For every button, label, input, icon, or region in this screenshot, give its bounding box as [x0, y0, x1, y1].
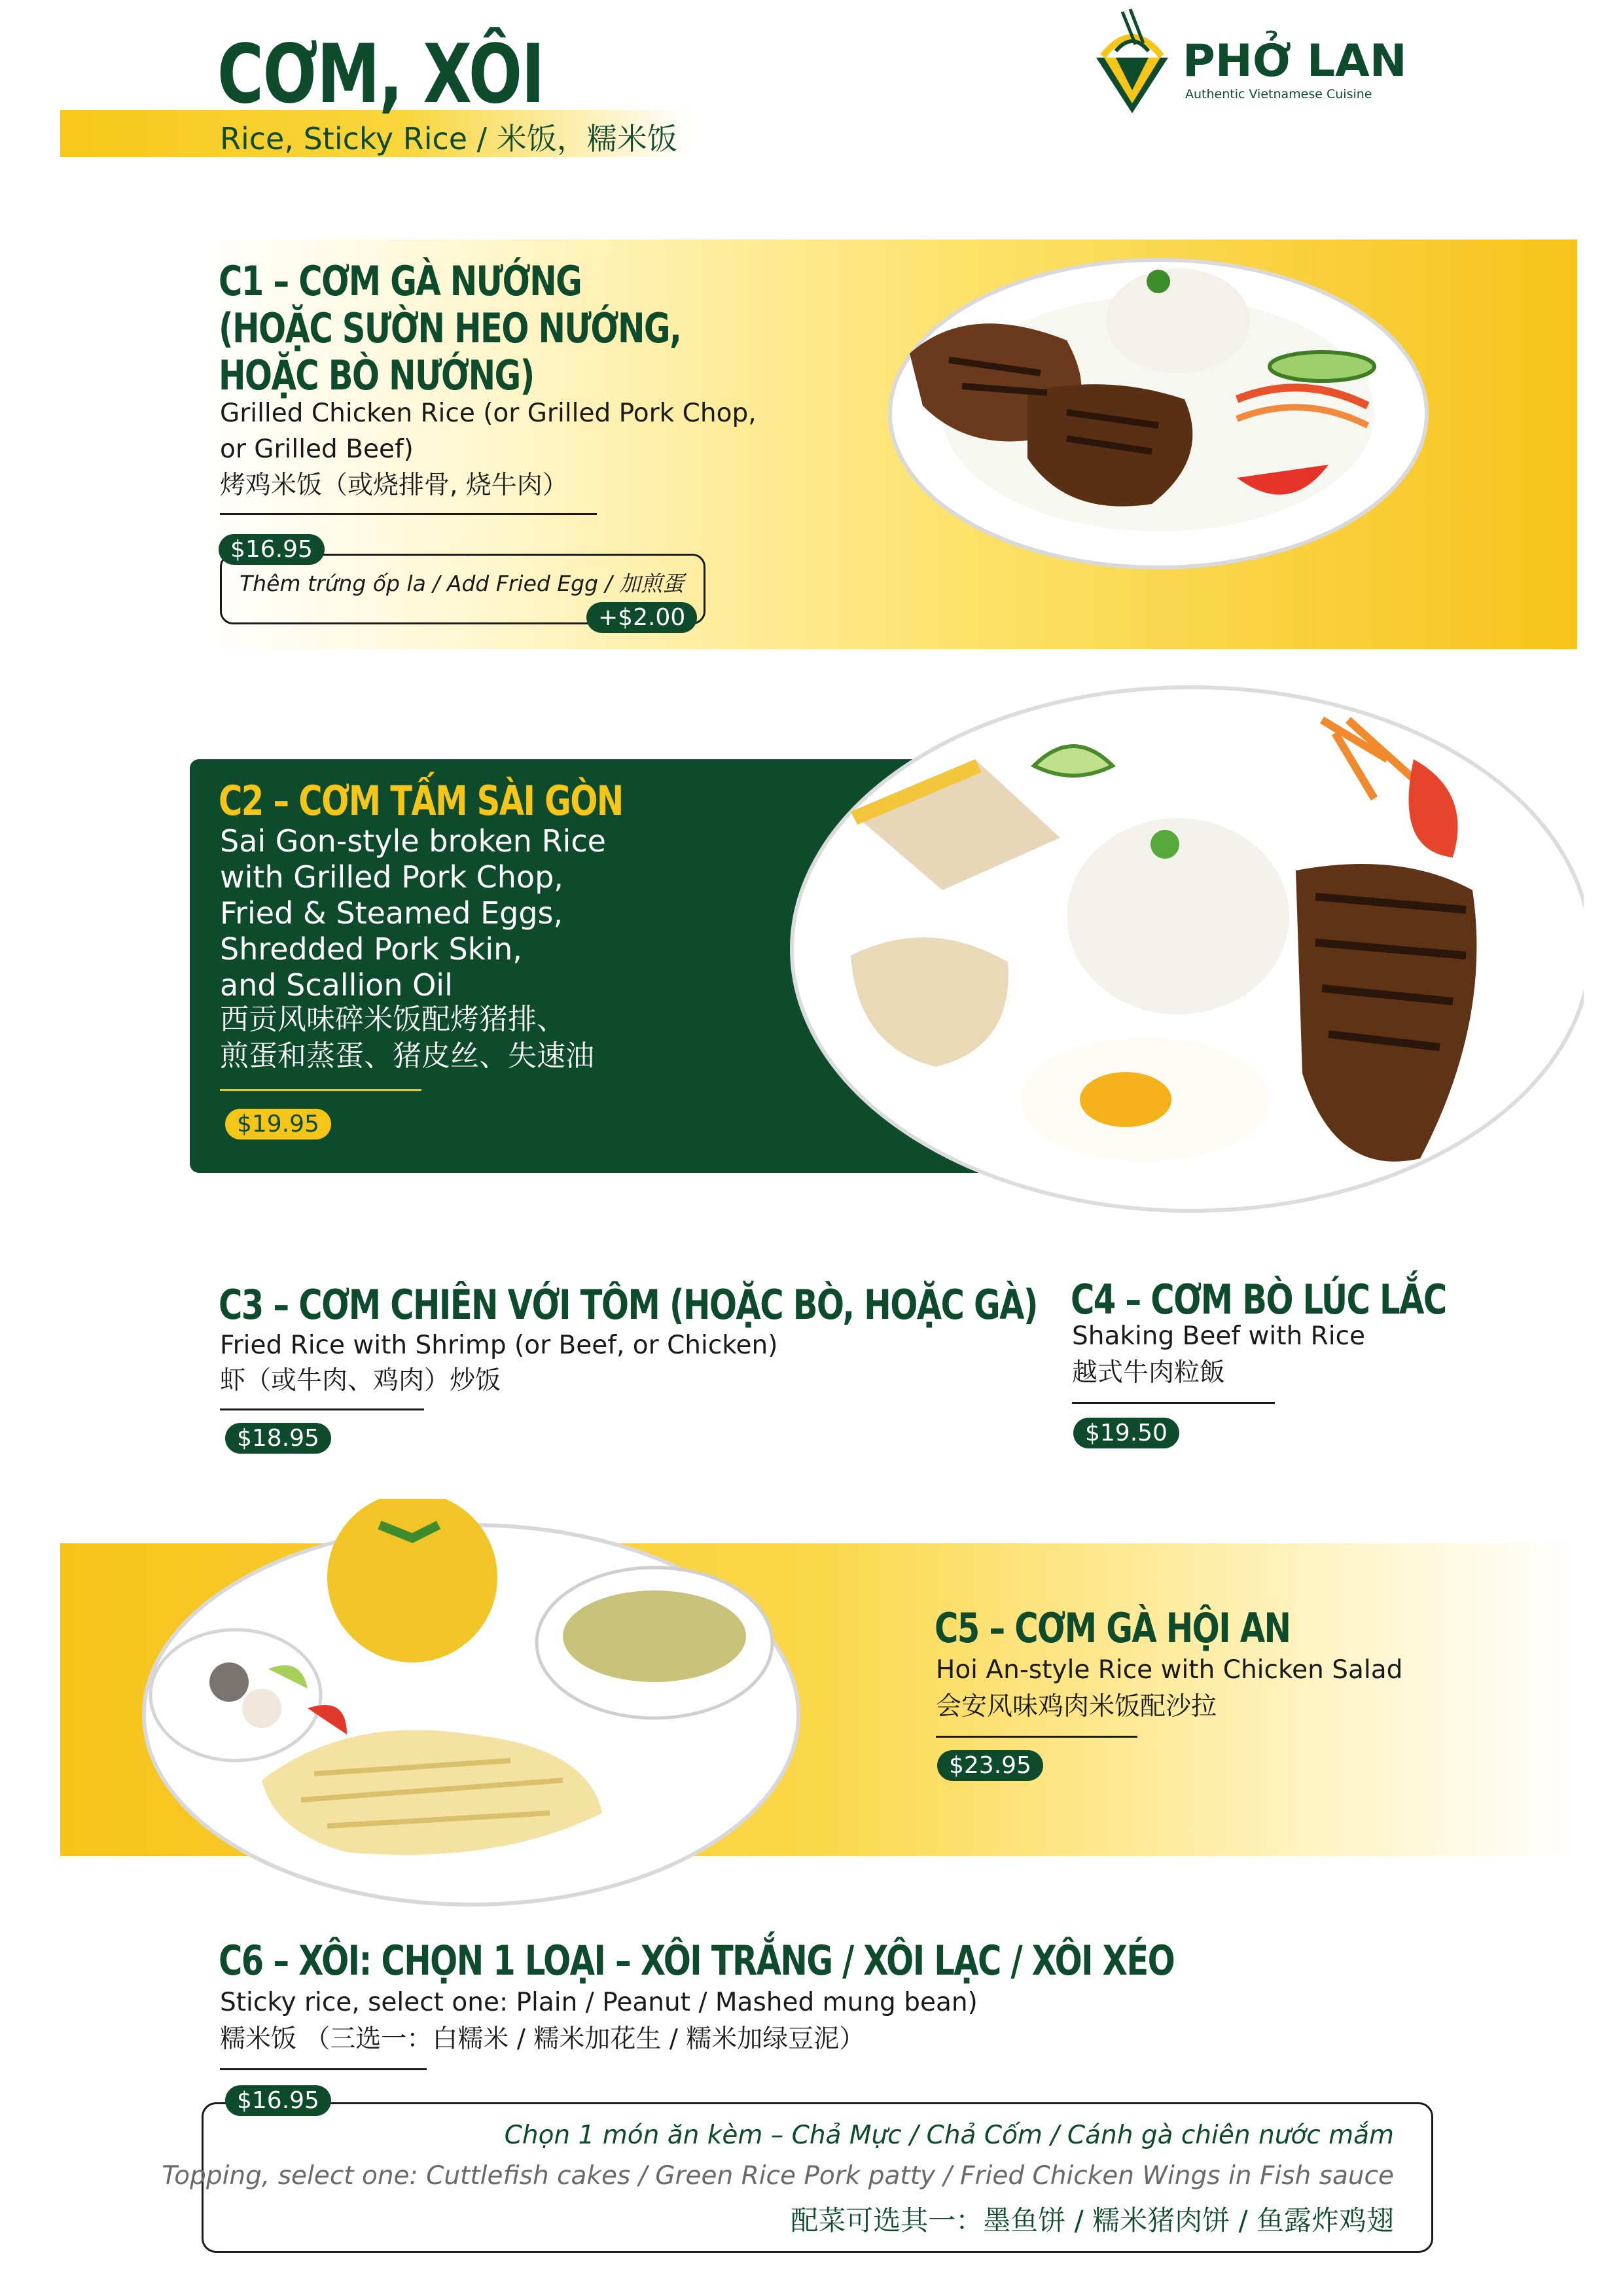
c1-price-badge: $16.95 [219, 534, 325, 565]
c6-divider [220, 2068, 427, 2070]
page-title: CƠM, XÔI [217, 27, 544, 122]
c1-addon-price-badge: +$2.00 [586, 602, 697, 633]
c4-title: C4 – CƠM BÒ LÚC LẮC [1071, 1276, 1446, 1323]
c2-chinese-line: 西贡风味碎米饭配烤猪排、 [220, 1003, 565, 1036]
c2-price-badge: $19.95 [225, 1109, 331, 1139]
c2-english-line: and Scallion Oil [220, 967, 453, 1003]
c1-english [220, 395, 757, 467]
c4-chinese: 越式牛肉粒飯 [1072, 1358, 1226, 1388]
pho-lan-logo [1090, 5, 1430, 117]
c2-english [220, 823, 606, 1003]
c1-title-line: C1 – CƠM GÀ NƯỚNG [219, 257, 582, 305]
c3-english: Fried Rice with Shrimp (or Beef, or Chicken) [220, 1331, 778, 1360]
c1-divider [220, 513, 597, 515]
c4-divider [1072, 1402, 1275, 1404]
c6-price-badge: $16.95 [225, 2085, 331, 2116]
c1-title-line: HOẶC BÒ NƯỚNG) [219, 351, 534, 399]
c5-dish-photo [131, 1499, 825, 1918]
c1-chinese: 烤鸡米饭（或烧排骨, 烧牛肉） [220, 471, 568, 500]
c6-english: Sticky rice, select one: Plain / Peanut / Mashed mung bean) [220, 1988, 978, 2017]
page-subtitle: Rice, Sticky Rice / 米饭，糯米饭 [220, 121, 677, 156]
c6-topping-english: Topping, select one: Cuttlefish cakes / Green Rice Pork patty / Fried Chicken Wings in Fish sauce [162, 2161, 1394, 2191]
c2-dish-photo [759, 681, 1584, 1230]
c1-english-line: Grilled Chicken Rice (or Grilled Pork Chop, [220, 399, 757, 428]
c5-chinese: 会安风味鸡肉米饭配沙拉 [936, 1692, 1217, 1721]
c6-topping-chinese: 配菜可选其一：墨鱼饼 / 糯米猪肉饼 / 鱼露炸鸡翅 [791, 2204, 1394, 2236]
c2-divider [220, 1089, 421, 1091]
c5-divider [936, 1736, 1137, 1738]
c5-price-badge: $23.95 [937, 1750, 1043, 1781]
c1-title-line: (HOẶC SƯỜN HEO NƯỚNG, [219, 304, 681, 352]
c2-english-line: Shredded Pork Skin, [220, 931, 522, 967]
c2-english-line: Fried & Steamed Eggs, [220, 895, 563, 931]
c1-dish-photo [870, 242, 1446, 583]
c2-chinese-line: 煎蛋和蒸蛋、猪皮丝、失速油 [220, 1039, 594, 1073]
c3-divider [220, 1408, 424, 1410]
c3-price-badge: $18.95 [225, 1423, 331, 1454]
c2-english-line: with Grilled Pork Chop, [220, 859, 563, 895]
logo-wordmark: PHỞ LAN [1183, 35, 1407, 87]
c1-english-line: or Grilled Beef) [220, 435, 414, 464]
c3-title: C3 – CƠM CHIÊN VỚI TÔM (HOẶC BÒ, HOẶC GÀ) [219, 1281, 1037, 1329]
c4-english: Shaking Beef with Rice [1072, 1321, 1366, 1351]
c1-addon-text: Thêm trứng ốp la / Add Fried Egg / 加煎蛋 [240, 571, 685, 596]
c2-chinese [220, 1001, 594, 1075]
c5-english: Hoi An-style Rice with Chicken Salad [936, 1655, 1403, 1685]
c4-price-badge: $19.50 [1073, 1418, 1179, 1448]
c6-chinese: 糯米饭 （三选一：白糯米 / 糯米加花生 / 糯米加绿豆泥） [220, 2024, 865, 2054]
c3-chinese: 虾（或牛肉、鸡肉）炒饭 [220, 1366, 501, 1395]
c1-title [219, 258, 681, 399]
c6-topping-vietnamese: Chọn 1 món ăn kèm – Chả Mực / Chả Cốm / Cánh gà chiên nước mắm [504, 2121, 1394, 2150]
c6-title: C6 – XÔI: CHỌN 1 LOẠI – XÔI TRẮNG / XÔI LẠC / XÔI XÉO [219, 1937, 1175, 1984]
c2-english-line: Sai Gon-style broken Rice [220, 823, 606, 859]
c2-title: C2 – CƠM TẤM SÀI GÒN [219, 777, 623, 825]
logo-tagline: Authentic Vietnamese Cuisine [1185, 87, 1372, 101]
c5-title: C5 – CƠM GÀ HỘI AN [935, 1604, 1291, 1652]
